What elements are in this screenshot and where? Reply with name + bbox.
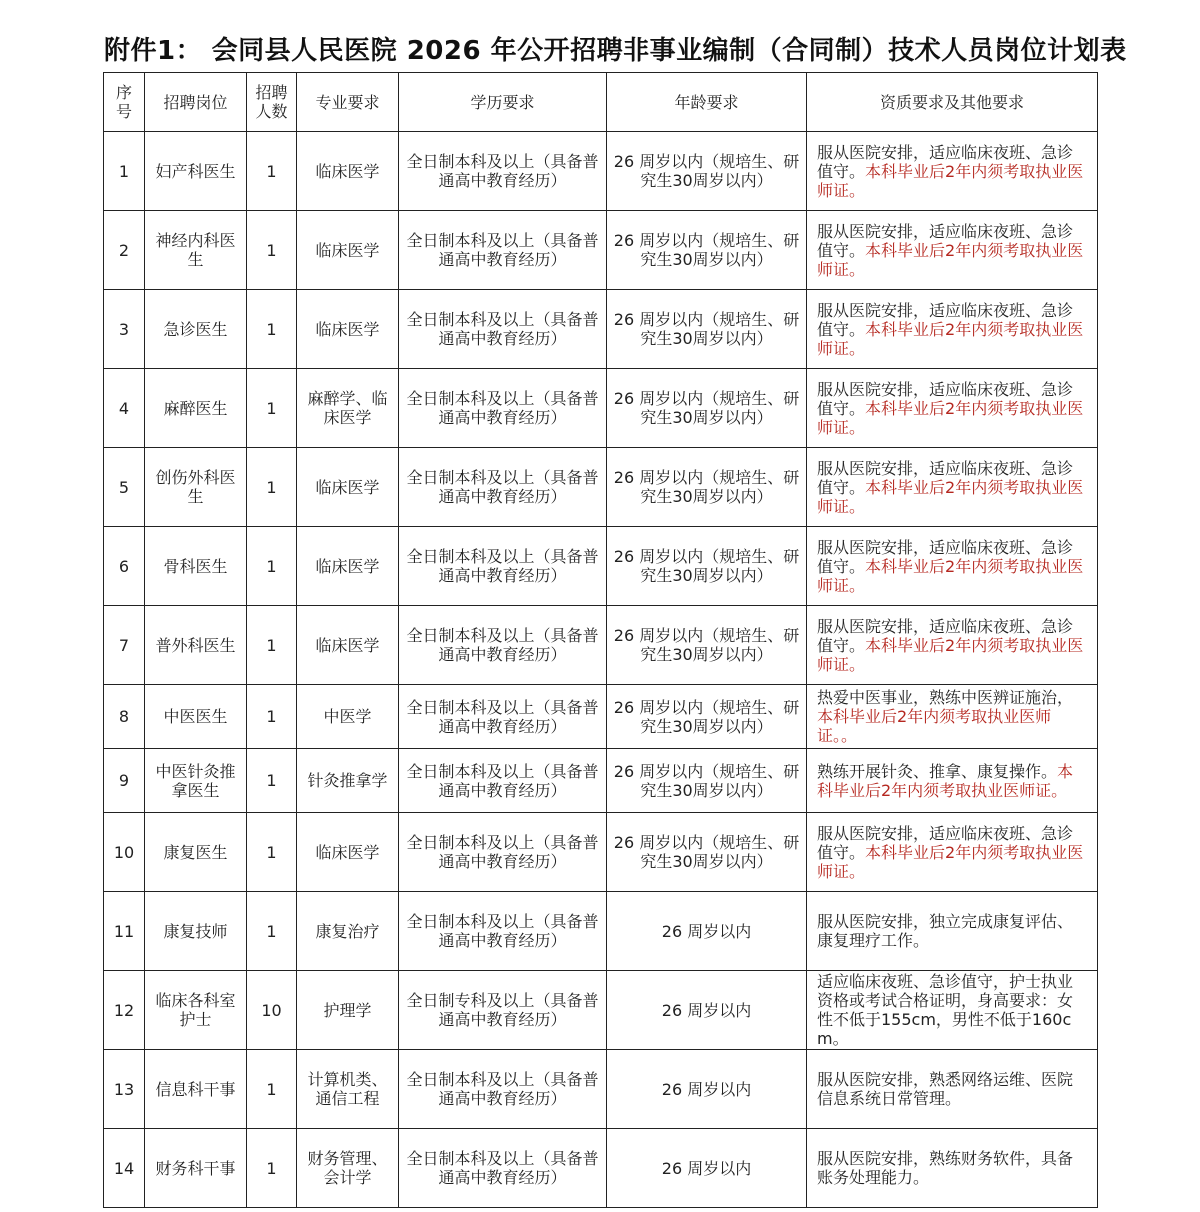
license-requirement-text: 本科毕业后2年内须考取执业医师证。。 xyxy=(817,707,1052,745)
cell-seq: 2 xyxy=(104,211,145,290)
table-row xyxy=(104,606,1098,685)
requirement-text: 热爱中医事业，熟练中医辨证施治， xyxy=(817,688,1074,707)
header-age: 年龄要求 xyxy=(607,73,807,132)
cell-seq: 9 xyxy=(104,749,145,813)
cell-major: 临床医学 xyxy=(297,527,399,606)
cell-post: 康复技师 xyxy=(145,892,247,971)
header-education: 学历要求 xyxy=(399,73,607,132)
cell-seq: 14 xyxy=(104,1129,145,1208)
cell-requirements xyxy=(807,892,1098,971)
cell-seq: 13 xyxy=(104,1050,145,1129)
license-requirement-text: 本科毕业后2年内须考取执业医师证。 xyxy=(817,240,1084,279)
cell-count: 1 xyxy=(247,749,297,813)
cell-education: 全日制本科及以上（具备普通高中教育经历） xyxy=(399,1129,607,1208)
cell-count: 1 xyxy=(247,527,297,606)
cell-age: 26 周岁以内（规培生、研究生30周岁以内） xyxy=(607,211,807,290)
cell-requirements xyxy=(807,606,1098,685)
table-row xyxy=(104,749,1098,813)
cell-requirements xyxy=(807,685,1098,749)
table-header-row xyxy=(104,73,1098,132)
cell-requirements xyxy=(807,1050,1098,1129)
cell-post: 创伤外科医生 xyxy=(145,448,247,527)
cell-age: 26 周岁以内 xyxy=(607,1129,807,1208)
cell-count: 10 xyxy=(247,971,297,1050)
cell-count: 1 xyxy=(247,606,297,685)
cell-seq: 8 xyxy=(104,685,145,749)
cell-post: 临床各科室护士 xyxy=(145,971,247,1050)
cell-education: 全日制本科及以上（具备普通高中教育经历） xyxy=(399,813,607,892)
cell-requirements xyxy=(807,971,1098,1050)
license-requirement-text: 本科毕业后2年内须考取执业医师证。 xyxy=(817,635,1084,674)
cell-age: 26 周岁以内（规培生、研究生30周岁以内） xyxy=(607,527,807,606)
license-requirement-text: 本科毕业后2年内须考取执业医师证。 xyxy=(817,842,1084,881)
requirement-text: 服从医院安排，熟悉网络运维、医院信息系统日常管理。 xyxy=(817,1070,1074,1108)
cell-education: 全日制本科及以上（具备普通高中教育经历） xyxy=(399,132,607,211)
cell-major: 临床医学 xyxy=(297,290,399,369)
cell-age: 26 周岁以内（规培生、研究生30周岁以内） xyxy=(607,813,807,892)
requirement-text: 服从医院安排，适应临床夜班、急诊值守。 xyxy=(817,142,1074,181)
license-requirement-text: 本科毕业后2年内须考取执业医师证。 xyxy=(817,556,1084,595)
cell-major: 护理学 xyxy=(297,971,399,1050)
requirement-text: 服从医院安排，独立完成康复评估、康复理疗工作。 xyxy=(817,912,1074,950)
header-count: 招聘人数 xyxy=(247,73,297,132)
cell-age: 26 周岁以内（规培生、研究生30周岁以内） xyxy=(607,369,807,448)
cell-requirements xyxy=(807,132,1098,211)
cell-requirements xyxy=(807,527,1098,606)
cell-education: 全日制本科及以上（具备普通高中教育经历） xyxy=(399,892,607,971)
cell-requirements xyxy=(807,749,1098,813)
cell-education: 全日制专科及以上（具备普通高中教育经历） xyxy=(399,971,607,1050)
cell-age: 26 周岁以内（规培生、研究生30周岁以内） xyxy=(607,685,807,749)
cell-count: 1 xyxy=(247,892,297,971)
cell-requirements xyxy=(807,813,1098,892)
cell-education: 全日制本科及以上（具备普通高中教育经历） xyxy=(399,290,607,369)
cell-requirements xyxy=(807,211,1098,290)
cell-count: 1 xyxy=(247,448,297,527)
license-requirement-text: 本科毕业后2年内须考取执业医师证。 xyxy=(817,319,1084,358)
table-row xyxy=(104,1050,1098,1129)
cell-count: 1 xyxy=(247,369,297,448)
cell-major: 中医学 xyxy=(297,685,399,749)
cell-education: 全日制本科及以上（具备普通高中教育经历） xyxy=(399,448,607,527)
cell-major: 麻醉学、临床医学 xyxy=(297,369,399,448)
cell-seq: 10 xyxy=(104,813,145,892)
table-row xyxy=(104,211,1098,290)
cell-seq: 12 xyxy=(104,971,145,1050)
license-requirement-text: 本科毕业后2年内须考取执业医师证。 xyxy=(817,477,1084,516)
cell-seq: 6 xyxy=(104,527,145,606)
cell-major: 临床医学 xyxy=(297,132,399,211)
license-requirement-text: 本科毕业后2年内须考取执业医师证。 xyxy=(817,398,1084,437)
cell-count: 1 xyxy=(247,290,297,369)
requirement-text: 服从医院安排，适应临床夜班、急诊值守。 xyxy=(817,221,1074,260)
cell-age: 26 周岁以内（规培生、研究生30周岁以内） xyxy=(607,290,807,369)
table-row xyxy=(104,685,1098,749)
cell-requirements xyxy=(807,448,1098,527)
cell-seq: 5 xyxy=(104,448,145,527)
cell-post: 麻醉医生 xyxy=(145,369,247,448)
cell-major: 计算机类、通信工程 xyxy=(297,1050,399,1129)
cell-major: 财务管理、会计学 xyxy=(297,1129,399,1208)
cell-count: 1 xyxy=(247,813,297,892)
cell-post: 急诊医生 xyxy=(145,290,247,369)
table-row xyxy=(104,971,1098,1050)
cell-post: 中医医生 xyxy=(145,685,247,749)
cell-count: 1 xyxy=(247,1129,297,1208)
cell-age: 26 周岁以内（规培生、研究生30周岁以内） xyxy=(607,749,807,813)
table-row xyxy=(104,813,1098,892)
cell-requirements xyxy=(807,290,1098,369)
cell-age: 26 周岁以内 xyxy=(607,1050,807,1129)
cell-major: 临床医学 xyxy=(297,813,399,892)
cell-education: 全日制本科及以上（具备普通高中教育经历） xyxy=(399,606,607,685)
cell-seq: 11 xyxy=(104,892,145,971)
cell-requirements xyxy=(807,369,1098,448)
header-seq: 序号 xyxy=(104,73,145,132)
cell-post: 普外科医生 xyxy=(145,606,247,685)
cell-age: 26 周岁以内 xyxy=(607,892,807,971)
requirement-text: 服从医院安排，熟练财务软件，具备账务处理能力。 xyxy=(817,1149,1074,1187)
license-requirement-text: 本科毕业后2年内须考取执业医师证。 xyxy=(817,761,1074,800)
cell-post: 妇产科医生 xyxy=(145,132,247,211)
requirement-text: 服从医院安排，适应临床夜班、急诊值守。 xyxy=(817,300,1074,339)
cell-education: 全日制本科及以上（具备普通高中教育经历） xyxy=(399,749,607,813)
cell-education: 全日制本科及以上（具备普通高中教育经历） xyxy=(399,685,607,749)
document-title: 附件1： 会同县人民医院 2026 年公开招聘非事业编制（合同制）技术人员岗位计划表 xyxy=(104,36,1127,66)
header-major: 专业要求 xyxy=(297,73,399,132)
cell-post: 信息科干事 xyxy=(145,1050,247,1129)
table-row xyxy=(104,369,1098,448)
cell-post: 骨科医生 xyxy=(145,527,247,606)
cell-post: 中医针灸推拿医生 xyxy=(145,749,247,813)
cell-post: 神经内科医生 xyxy=(145,211,247,290)
requirement-text: 服从医院安排，适应临床夜班、急诊值守。 xyxy=(817,537,1074,576)
cell-education: 全日制本科及以上（具备普通高中教育经历） xyxy=(399,527,607,606)
cell-seq: 1 xyxy=(104,132,145,211)
requirement-text: 适应临床夜班、急诊值守，护士执业资格或考试合格证明，身高要求：女性不低于155cm，男性不低于160cm。 xyxy=(817,972,1074,1048)
table-row xyxy=(104,132,1098,211)
cell-major: 临床医学 xyxy=(297,211,399,290)
requirement-text: 熟练开展针灸、推拿、康复操作。 xyxy=(817,761,1058,781)
table-row xyxy=(104,448,1098,527)
cell-count: 1 xyxy=(247,132,297,211)
cell-count: 1 xyxy=(247,1050,297,1129)
cell-age: 26 周岁以内（规培生、研究生30周岁以内） xyxy=(607,448,807,527)
cell-education: 全日制本科及以上（具备普通高中教育经历） xyxy=(399,369,607,448)
table-row xyxy=(104,527,1098,606)
cell-seq: 7 xyxy=(104,606,145,685)
requirement-text: 服从医院安排，适应临床夜班、急诊值守。 xyxy=(817,458,1074,497)
table-row xyxy=(104,290,1098,369)
table-row xyxy=(104,892,1098,971)
cell-major: 康复治疗 xyxy=(297,892,399,971)
cell-age: 26 周岁以内（规培生、研究生30周岁以内） xyxy=(607,606,807,685)
cell-age: 26 周岁以内 xyxy=(607,971,807,1050)
cell-post: 康复医生 xyxy=(145,813,247,892)
cell-post: 财务科干事 xyxy=(145,1129,247,1208)
cell-requirements xyxy=(807,1129,1098,1208)
cell-major: 临床医学 xyxy=(297,606,399,685)
license-requirement-text: 本科毕业后2年内须考取执业医师证。 xyxy=(817,161,1084,200)
recruitment-plan-table xyxy=(103,72,1098,1208)
table-row xyxy=(104,1129,1098,1208)
cell-seq: 4 xyxy=(104,369,145,448)
requirement-text: 服从医院安排，适应临床夜班、急诊值守。 xyxy=(817,379,1074,418)
cell-count: 1 xyxy=(247,211,297,290)
requirement-text: 服从医院安排，适应临床夜班、急诊值守。 xyxy=(817,616,1074,655)
requirement-text: 服从医院安排，适应临床夜班、急诊值守。 xyxy=(817,823,1074,862)
header-requirements: 资质要求及其他要求 xyxy=(807,73,1098,132)
header-post: 招聘岗位 xyxy=(145,73,247,132)
cell-age: 26 周岁以内（规培生、研究生30周岁以内） xyxy=(607,132,807,211)
cell-education: 全日制本科及以上（具备普通高中教育经历） xyxy=(399,211,607,290)
cell-major: 临床医学 xyxy=(297,448,399,527)
cell-major: 针灸推拿学 xyxy=(297,749,399,813)
cell-count: 1 xyxy=(247,685,297,749)
cell-seq: 3 xyxy=(104,290,145,369)
cell-education: 全日制本科及以上（具备普通高中教育经历） xyxy=(399,1050,607,1129)
